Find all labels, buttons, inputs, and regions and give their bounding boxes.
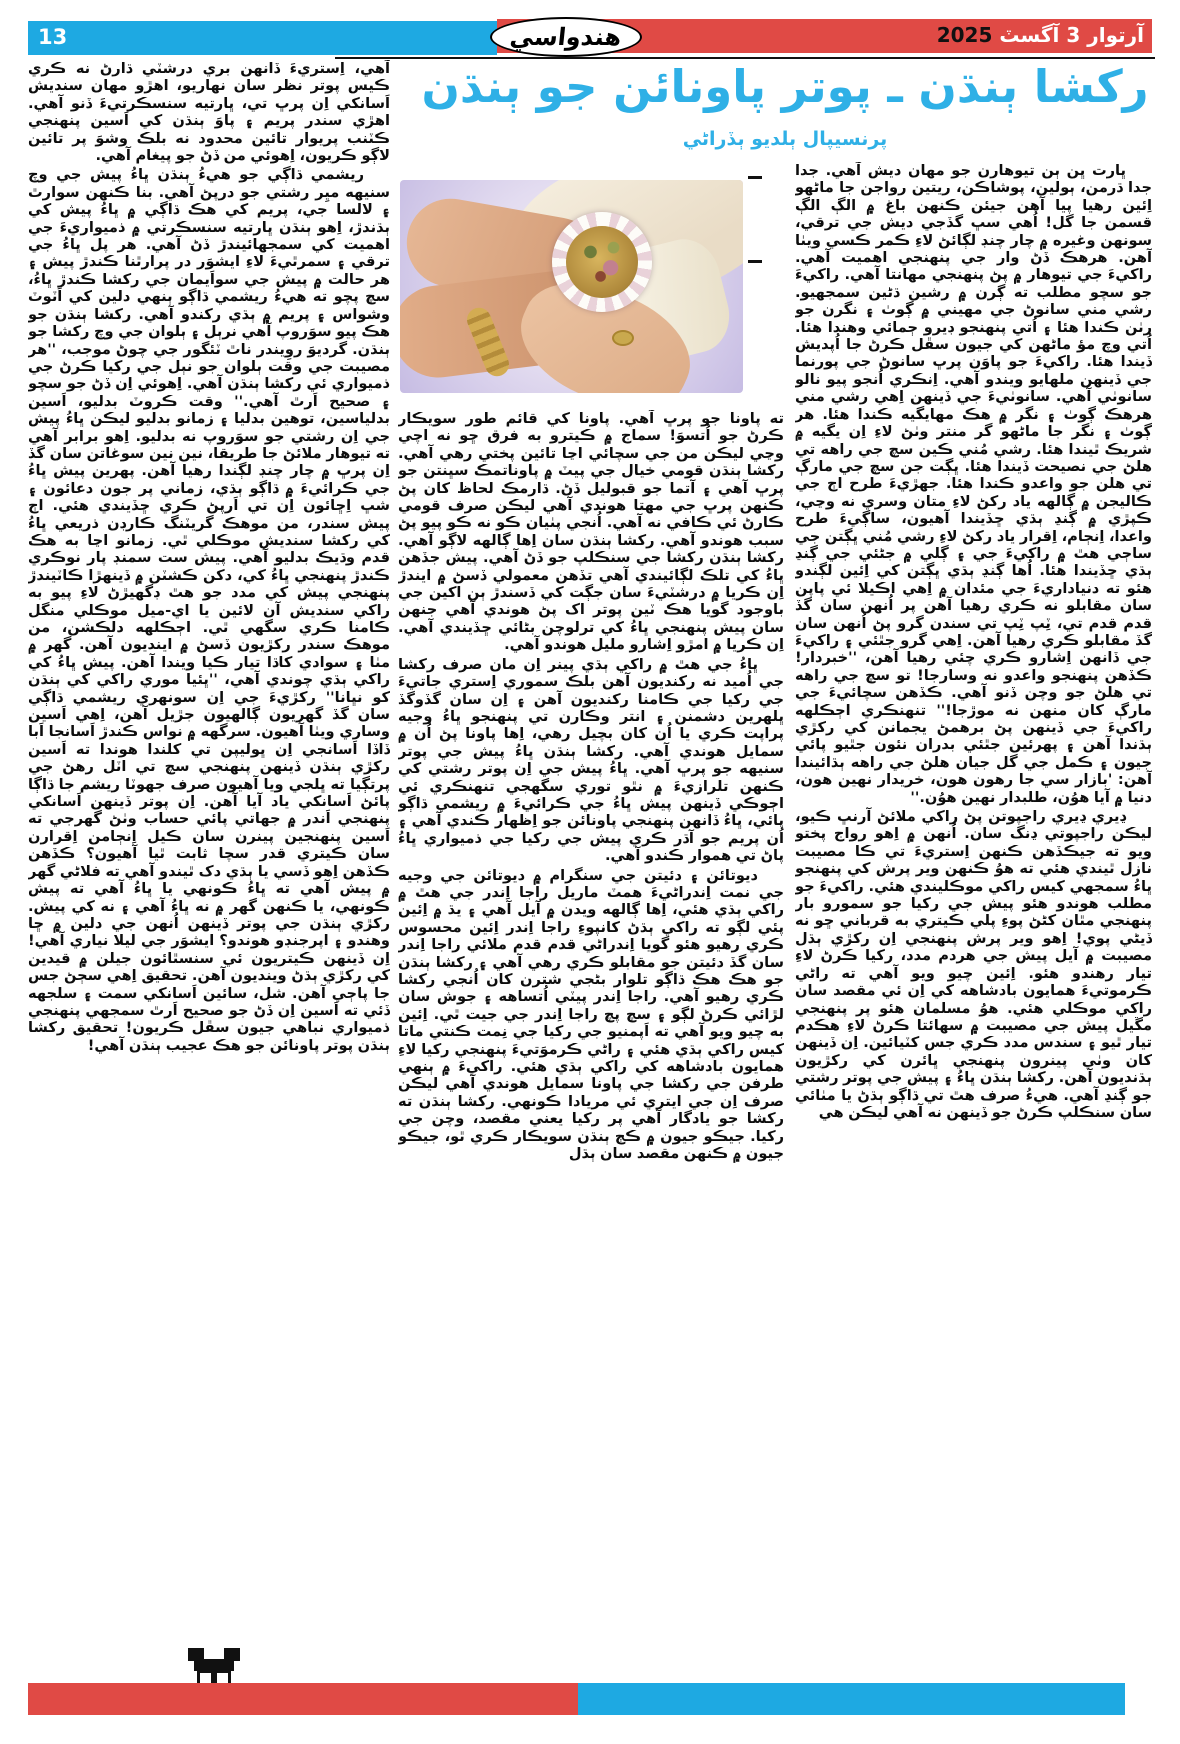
article-photo bbox=[400, 180, 743, 393]
page-number-band bbox=[28, 21, 497, 55]
column-right bbox=[795, 162, 1152, 1668]
footer-bar-cyan bbox=[578, 1683, 1125, 1715]
article-paragraph: آهي، اِستريءَ ڏانهن بري درشٽي ڌارڻ نه ڪري ڪيس پوتر نظر سان نهاريو، اهڙو مهان سنديش اَسانکي اِن پرڀ تي، ڀارتيه سنسڪرتيءَ ڏنو آهي. اهڙي سندر پريم ۽ پاوَ ٻنڌن کي اَسين پنهنجي ڪٽنب پريوار تائين محدود نه بلڪ وشوَ پر تائين لاڳو ڪريون، اِهوئي من ڏڻ جو پيغام آهي. bbox=[28, 60, 390, 165]
article-end-mark bbox=[188, 1648, 240, 1680]
photo-ring bbox=[612, 330, 634, 346]
article-paragraph: ريشمي ڌاڳي جو هيءُ ٻنڌن ڀاءُ پيش جي وچ سنيهه ميِر رشتي جو درپڻ آهي. بنا ڪنهن سوارٿ ۽ لالسا جي، پريم کي هڪ ڌاڳي ۾ ڀاءُ پيش کي ٻڌندڙ، اِهو ٻنڌن ڀارتيه سنسڪرتي ۾ ذميواريءَ جي اهميت کي سمجهائيندڙ ڏڻ آهي. هر پل ڀاءُ جي ترقي ۽ سمرٿيءَ لاءِ ايشوَر در پرارٿنا ڪندڙ پيش ۽ هر حالت ۾ پيش جي سواَيمان جي رکشا ڪندڙ ڀاءُ، سچ پچو ته هيءُ ريشمي ڌاڳو ٻنهي دلين کي اَٽوٽ وشواس ۽ پريم ۾ ٻڌي رکندو آهي. رکشا ٻنڌن جو هڪ پيو سوَروپ آهي نرٻل ۽ ٻلوان جي وچ رکشا جو ٻنڌن. گرديوَ روِيندر ناٿ ٽئگور جي چوڻ موجب، ''هر مصيبت جي وقت ٻلوان جو نٻل جي رکيا ڪرڻ جي ذميواري ئي رکشا ٻنڌن آهي. اِهوئي اِن ڏڻ جو سچو ۽ صحيح اَرٿ آهي.'' وقت ڪروٽ بدليو، اَسين بدلياسين، توهين بدليا ۽ زمانو بدليو ليڪن ڀاءُ پيش جي اِن رشتي جو سوَروپ نه بدليو. اِهو برابر آهي ته تيوهار ملائڻ جا طريقا، نين نين سوغاتن سان گڏ اِن پرڀ ۾ چار چنڊ لڳندا رهيا آهن. پهرين پيش ڀاءُ جي ڪرائيءَ ۾ ڌاڳو ٻڌي، زماني پر جون دعائون ۽ شڀ اِڇائون اِن تي اَرپڻ ڪري ڇڏيندي هئي. اڄ پيش سندر، من موهڪ گريٽنگ ڪارڊن ذريعي ڀاءُ کي رکشا سنديش موڪلي ٿي. زمانو اڃا به هڪ قدم وڌيڪ بدليو آهي. پيش ست سمنڊ پار نوڪري ڪندڙ پنهنجي ڀاءُ کي، دکن ڪشٽن ۾ ڏينهڙا ڪاٽيندڙ پنهنجي پيش کي مدد جو هٿ ڊگهيڙڻ لاءِ پيو به راکي سنديش آن لائين يا اي-ميل موڪلي منگل ڪامنا ڪري سگهي ٿي. اڄڪلهه دلڪشن، من موهڪ سندر رکڙيون ڏسڻ ۾ اينديون آهن. گهر ۾ مٺا ۽ سوادي کاڌا تيار ڪيا ويندا آهن. پيش ڀاءُ کي راکي ٻڌي چوندي آهي، ''ڀئيا موري راکي کي ٻنڌن کو نڀانا'' رکڙيءَ جي اِن سونهري ريشمي ڌاڳي سان گڏ گهريون ڳالهيون جڙيل آهن، اِهي اَسين وساري ويٺا آهيون. سرگهه ۾ نواس ڪندڙ اَسانجا اَبا ڏاڏا اَسانجي اِن ڀوليپن تي کلندا هوندا ته اَسين رکڙي ٻنڌن ڏينهن پنهنجي سچ تي اٽل رهڻ جي پرتڳيا ته ڀلجي ويا آهيون صرف جهوٽا ريشم جا ڌاڳا پائڻ اَسانکي ياد آيا آهن. اِن پوتر ڏينهن اَسانکي پنهنجي اَندر ۾ جهاتي پائي حساب وٺڻ گهرجي ته اَسين پنهنجين پينرن سان ڪيل اِنڄامن اِقرارن سان ڪيتري قدر سچا ثابت ٿيا آهيون؟ ڪڏهن ڪڏهن اِهو ڏسي يا ٻڌي دک ٿيندو آهي ته فلاڻي گهر ۾ پيش آهي ته ڀاءُ ڪونهي يا ڀاءُ آهي ته پيش ڪونهي، يا ڪنهن گهر ۾ نه ڀاءُ آهي ۽ نه کي پيش. رکڙي ٻنڌن جي پوتر ڏينهن اُنهن جي دلين ۾ ڇا وهندو ۽ اپرجنڊو هوندو؟ ايشوَر جي ليلا نياري آهي! اِن ڏينهن ڪيتريون ئي سنسٿائون جيلن ۾ قيدين کي رکڙي ٻڌڻ وينديون آهن. تحقيق اِهي سڄڻ جس جا پاڄي آهن. شل، سائين اَسانکي سمت ۽ سلجهه ڏئي ته اَسين اِن ڏڻ جو صحيح اَرٿ سمجهي پنهنجي ذميواري نباهي جيون سڦل ڪريون! تحقيق رکشا ٻنڌن پوتر پاونائن جو هڪ عجيب ٻنڌن آهي! bbox=[28, 166, 390, 1054]
year: 2025 bbox=[936, 23, 993, 47]
column-middle bbox=[398, 410, 784, 1706]
page-number: 13 bbox=[38, 25, 68, 49]
article-paragraph: ڀارت ڀن ٻن تيوهارن جو مهان ديش آهي. جدا جدا ڌرمن، ٻولين، پوشاڪن، ريتين رواجن جا ماڻهو اِئين رهيا پيا آهن جيئن ڪنهن باغ ۾ الڳ الڳ قسمن جا گل! اُهي سڀ گڏجي ديش جي ترقي، سونهن وغيره ۾ چار چنڊ لڳائڻ لاءِ ڪمر ڪسي ويٺا آهن. هرهڪ ڏڻ وار جي پنهنجي اهميت آهي. راکيءَ جي تيوهار ۾ پڻ پنهنجي مهانتا آهي. راکيءَ جو سچو مطلب ته ڳرن ۾ رشين ڌڻين سمجهيو. رشي مني سانوڻ جي مهيني ۾ ڳوٺ ۽ نگرن جو رٺن ڪندا هئا ۽ اُتي پنهنجو ڊيرو ڄمائي وهندا هئا. اُتي وچ مؤ ماڻهن کي جيون سڦل ڪرڻ جا اُپديش ڏيندا هئا. راکيءَ جو پاوَن پرڀ سانوڻ جي پورنما جي ڏينهن ملهايو ويندو آهي. اِنڪري اُنجو پيو نالو سانوٺي آهي. سانوٺيءَ جي ڏينهن اِهي رشي مني هرهڪ ڳوٺ ۽ نگر ۾ هڪ مهايگيه ڪندا هئا. هر ڳوٺ ۽ نگر جا ماڻهو گر منتر وٺڻ لاءِ اِن يگيه ۾ شريڪ ٿيندا هئا. رشي مُني ڪين سچ جي راهه تي هلڻ جي نصيحت ڏيندا هئا. ڀڳت جن سچ جي مارڳ تي هلن جو واعدو ڪندا هئا. جهڙيءَ طرح اڄ جي ڪاليجن ۾ ڳالهه ياد رکڻ لاءِ متان وسري نه وڃي، ڪپڙي ۾ ڳنڍ ٻڌي ڇڏيندا آهيون، ساڳيءَ طرح واعدا، اِنڄام، اِقرار ياد رکڻ لاءِ رشي مُني ڀڳتن جي ساڄي هٿ ۾ راکيءَ جي ۽ ڳلي ۾ جڻئي جي ڳنڍ ٻڌي ڇڏيندا هئا. اُها ڳنڍ ٻڌي ڀڳتن کي اِئين لڳندو هئو ته دنياداريءَ جي مئدان ۾ اِهي اڪيلا ئي پاپن سان مقابلو نه ڪري رهيا آهن پر اُنهن سان گڏ قدم قدم تي، ٽِپ ٽِپ تي سندن گرو پڻ اُنهن سان گڏ مقابلو ڪري رهيا آهن. اِهي گرو جٿئي ۽ راکيءَ جي ڏانهن اِشارو ڪري چئي رهيا آهن، ''خبردار! ڪڏهن پنهنجو واعدو نه وسارجا! تو سچ جي راهه تي هلڻ جو وچن ڏنو آهي. ڪڏهن سچائيءَ جي مارڳ کان منهن نه موڙجا!'' تنهنڪري اڄڪلهه راکيءَ جي ڏينهن پڻ برهمڻ يجمانن کي رکڙي ٻڌندا آهن ۽ پهرئين جٿئي بدران نئون جٿيو پائي جيون ۽ ڪمل جي گل جيان هلڻ جي راهه ٻڌائيندا آهن: 'بازار سي جا رهون هون، خريدار نهين هون، دنيا ۾ آيا هوُن، طلبدار نهين هوُن.'' bbox=[795, 162, 1152, 806]
article-paragraph: ته پاونا جو پرڀ آهي. پاونا کي قائم طور سويڪار ڪرڻ جو اُتسوَ! سماج ۾ ڪيترو به فرق ڇو نه اچي وڃي ليڪن من جي سچائي اڃا تائين پختي رهي آهي. رکشا ٻنڌن قومي خيال جي پيٽ ۾ پاوناتمڪ سڀنتن جو پرڀ آهي ۽ آتما جو قبوليل ڏڻ. ڌارمڪ لحاظ کان پڻ ڪنهن پرڀ جي مهتا هوندي آهي ليڪن صرف قومي ڪارڻ ئي ڪافي نه آهي. اُنجي پٺيان ڪو نه ڪو پيو پڻ سبب هوندو آهي. رکشا ٻنڌن سان اِها ڳالهه لاڳو آهي. رکشا ٻنڌن رکشا جي سنڪلپ جو ڏڻ آهي. پيش جڏهن ڀاءُ کي تلڪ لڳائيندي آهي تڏهن معمولي ڏسڻ ۾ ايندڙ اِن ڪريا ۾ درشٽيءَ سان جڳت کي ڏسندڙ ٻن اکين جي باوجود گويا هڪ ٽين پوتر اک پڻ هوندي آهي جنهن سان پيش پنهنجي ڀاءُ کي ترلوچن بڻائي ڇڏيندي آهي. اِن ڪريا ۾ امڙو اِشارو مليل هوندو آهي. bbox=[398, 410, 784, 654]
gutter-dash bbox=[748, 176, 762, 179]
weekday-date: آرتوار 3 آگسٽ bbox=[999, 23, 1144, 47]
footer-bar-red bbox=[28, 1683, 578, 1715]
article-paragraph: ديوتائن ۽ دئيتن جي سنگرام ۾ ديوتائن جي وجيه جي نمت اِندراڻيءَ همٽ ماريل راجا اِندر جي هٿ ۾ راکي ٻڌي هئي، اِها ڳالهه ويدن ۾ آيل آهي ۽ يڌ ۾ اِئين پئي لڳو ته راکي ٻڌڻ کانپوءِ راجا اِندر اِئين محسوس ڪري رهيو هئو گويا اِندراڻي قدم قدم ملائي راجا اِندر سان گڏ دئيتن جو مقابلو ڪري رهي آهي ۽ رکشا ٻنڌن جو هڪ هڪ ڌاڳو تلوار بڻجي شترن کان اُنجي رکشا ڪري رهيو آهي. راجا اِندر پيٽي اُتساهه ۽ جوش سان لڙائي ڪرڻ لڳو ۽ سچ پچ راجا اِندر جي جيت ٿي. اِئين به چيو ويو آهي ته اَپمنيو جي رکيا جي نِمت ڪنتي ماتا کيس راکي ٻڌي هئي ۽ راڻي ڪرموَتيءَ پنهنجي رکيا لاءِ همايون بادشاهه کي راکي ٻڌي هئي. راکيءَ ۾ ٻنهي طرفن جي رکشا جي پاونا سمايل هوندي آهي ليڪن صرف اِن جي ايتري ئي مريادا ڪونهي. رکشا ٻنڌن ته رکشا جو يادگار آهي پر رکيا يعني مقصد، وچن جي رکيا. جيڪو جيون ۾ ڪڄ ٻنڌن سويڪار ڪري ٿو، جيڪو جيون ۾ ڪنهن مقصد سان ٻڌل bbox=[398, 866, 784, 1163]
article-paragraph: ڀاءُ جي هٿ ۾ راکي ٻڌي پينر اِن مان صرف رکشا جي اُميد نه رکنديون آهن بلڪ سموري اِستري جاتيءَ جي رکيا جي ڪامنا رکنديون آهن ۽ اِن سان گڏوگڏ ڀلهرين دشمنن ۽ انتر وڪارن تي پنهنجو ڀاءُ وجيه پراپت ڪري يا اُن کان بچيل رهي، اِها پاونا پڻ اُن ۾ سمايل هوندي آهي. رکشا ٻنڌن ڀاءُ پيش جي پوتر سنيهه جو پرڀ آهي. ڀاءُ پيش جي اِن پوتر رشتي کي ڪنهن تلرازيءَ ۾ نٿو توري سگهجي تنهنڪري ئي اڄوڪي ڏينهن پيش ڀاءُ جي ڪرائيءَ ۾ ريشمي ڌاڳو پائي، ڀاءُ ڏانهن پنهنجي پاونائن جو اِظهار ڪندي آهي ۽ اُن پريم جو آڌر ڪري پيش جي رکيا جي ذميواري ڀاءُ پاڻ تي هموار ڪندو آهي. bbox=[398, 655, 784, 865]
gutter-dash bbox=[748, 260, 762, 263]
header-band bbox=[28, 19, 1152, 55]
masthead-title: هندواسي bbox=[508, 23, 624, 51]
header-rule bbox=[335, 57, 1155, 59]
article-paragraph: ڍيري ڍيري راجپوتن پڻ راکي ملائڻ آرنڀ ڪيو، ليڪن راجپوتي ڍنگ سان. اُنهن ۾ اِهو رواج پختو ويو ته جيڪڏهن ڪنهن اِستريءَ تي ڪا مصيبت نازل ٿيندي هئي ته هوُ ڪنهن وير پرش کي پنهنجو ڀاءُ سمجهي کيس راکي موڪليندي هئي. راکيءَ جو مطلب هوندو هئو پيش جي رکيا جو سمورو بار پنهنجي مٿان کڻڻ پوءِ پلي ڪيتري به قرباني ڇو نه ڏيڻي پوي! اِهو وير پرش پنهنجي اِن رکڙي ٻڌل مصيبت ۾ آيل پيش جي هردم مدد، رکيا ڪرڻ لاءِ تيار رهندو هئو. اِئين چيو ويو آهي ته راڻي ڪرموتيءَ همايون بادشاهه کي اِن ئي مقصد سان راکي موڪلي هئي. هوُ مسلمان هئو پر پنهنجي مڱيل پيش جي مصيبت ۾ سهائتا ڪرڻ لاءِ هڪدم تيار ٿيو ۽ سندس مدد ڪري جس کٽيائين. اِن ڏينهن کان وٺي پينرون پنهنجي ڀائرن کي رکڙيون ٻڌنديون آهن. رکشا ٻنڌن ڀاءُ ۽ پيش جي پوتر رشتي جو ڳنڍ آهي. هيءُ صرف هٿ تي ڌاڳو ٻڌڻ يا مٺائي سان سنڪلپ ڪرڻ جو ڏينهن نه آهي ليڪن هي bbox=[795, 808, 1152, 1121]
rakhi-center bbox=[566, 226, 638, 298]
byline: پرنسيپال ٻلديو ٻڏراڻي bbox=[682, 128, 888, 150]
column-left bbox=[28, 60, 390, 1646]
date-text bbox=[937, 23, 1144, 47]
masthead-logo bbox=[490, 17, 642, 57]
headline: رکشا ٻنڌن ـ پوتر پاونائن جو ٻنڌن bbox=[421, 60, 1149, 113]
